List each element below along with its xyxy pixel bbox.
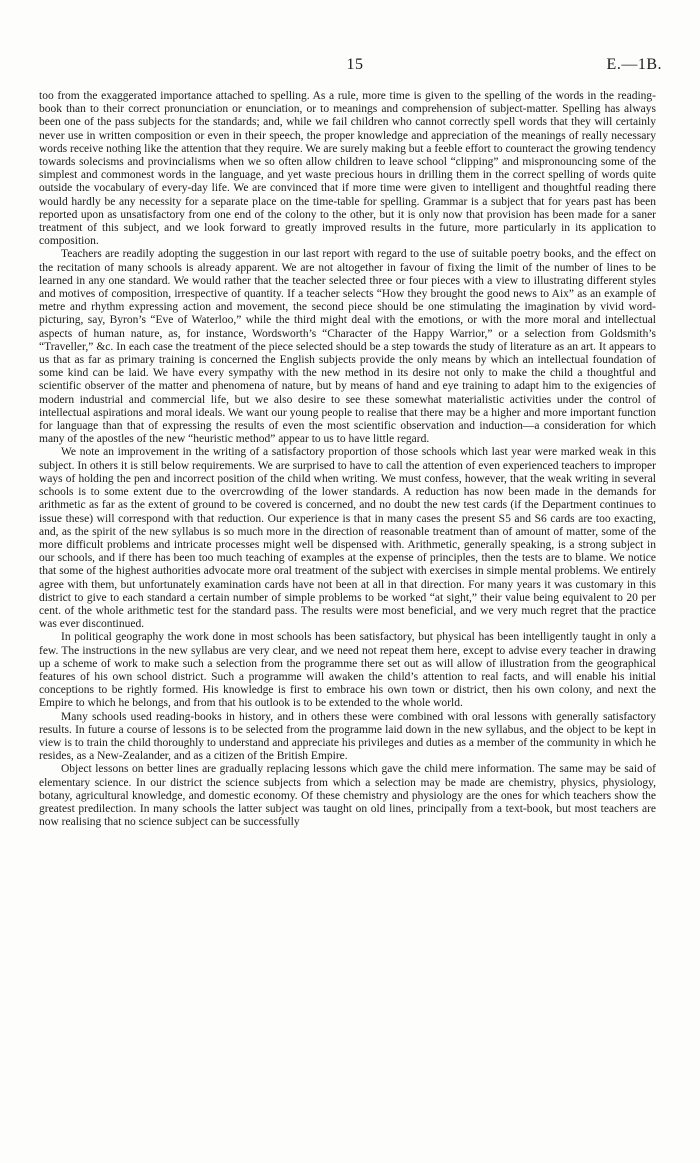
paragraph-object-lessons-science: Object lessons on better lines are gradually replacing lessons which gave the child mere information. The same may be said of elementary science. In our district the science subjects from which a selection may be made are chemistry, physics, physiology, botany, agricultural knowledge, and domestic economy. Of these chemistry and physiology are the ones for which teachers show the greatest predilection. In many schools the latter subject was taught on old lines, principally from a text-book, but most teachers are now realising that no science subject can be successfully (39, 763, 656, 829)
paragraph-geography: In political geography the work done in most schools has been satisfactory, but physical has been intelligently taught in only a few. The instructions in the new syllabus are very clear, and we need not repeat them here, except to advise every teacher in drawing up a scheme of work to make such a selection from the programme there set out as will allow of illustration from the geographical features of his own school district. Such a programme will awaken the child’s attention to real facts, and will enable his initial conceptions to be rightly formed. His knowledge is first to embrace his own town or district, then his own colony, and next the Empire to which he belongs, and from that his outlook is to be extended to the whole world. (39, 631, 656, 710)
page-header (0, 56, 700, 78)
paragraph-history: Many schools used reading-books in history, and in others these were combined with oral lessons with generally satisfactory results. In future a course of lessons is to be selected from the programme laid down in the new syllabus, and the object to be kept in view is to train the child thoroughly to understand and appreciate his privileges and duties as a member of the community in which he resides, as a New-Zealander, and as a citizen of the British Empire. (39, 710, 656, 763)
paragraph-writing-arithmetic: We note an improvement in the writing of a satisfactory proportion of those schools which last year were marked weak in this subject. In others it is still below requirements. We are surprised to have to call the attention of even experienced teachers to improper ways of holding the pen and incorrect position of the child when writing. We must confess, however, that the weak writing in several schools is to some extent due to the overcrowding of the lower standards. A reduction has now been made in the demands for arithmetic as far as the extent of ground to be covered is concerned, and no doubt the new test cards (if the Department continues to issue these) will correspond with that reduction. Our experience is that in many cases the present S5 and S6 cards are too exacting, and, as the spirit of the new syllabus is so much more in the direction of reasonable treatment than of amount of matter, some of the more difficult problems and intricate processes might well be dispensed with. Arithmetic, generally speaking, is a strong subject in our schools, and if there has been too much teaching of examples at the expense of principles, then the tests are to blame. We notice that some of the highest authorities advocate more oral treatment of the subject with exercises in simple mental problems. We entirely agree with them, but unfortunately examination cards have not been at all in that direction. For many years it was customary in this district to give to each standard a certain number of simple problems to be worked “at sight,” their value being equivalent to 20 per cent. of the whole arithmetic test for the standard pass. The results were most beneficial, and we very much regret that the practice was ever discontinued. (39, 446, 656, 631)
report-body (39, 90, 656, 829)
paragraph-spelling-grammar: too from the exaggerated importance attached to spelling. As a rule, more time is given to the spelling of the words in the reading-book than to their correct pronunciation or enunciation, or to meanings and comprehension of subject-matter. Spelling has always been one of the pass subjects for the standards; and, while we fail children who cannot correctly spell words that they will certainly never use in written composition or even in their speech, the proper knowledge and appreciation of the meanings of really necessary words receive nothing like the attention that they require. We are surely making but a feeble effort to counteract the growing tendency towards solecisms and provincialisms when we so often allow children to leave school “clipping” and mispronouncing some of the simplest and commonest words in the language, and yet waste precious hours in drilling them in the correct spelling of words quite outside the vocabulary of every-day life. We are convinced that if more time were given to intelligent and thoughtful reading there would hardly be any necessity for a separate place on the time-table for spelling. Grammar is a subject that for years past has been reported upon as unsatisfactory from one end of the colony to the other, but it is only now that provision has been made for a saner treatment of this subject, and we look forward to greatly improved results in the future, more particularly in its application to composition. (39, 90, 656, 248)
paragraph-poetry-recitation: Teachers are readily adopting the suggestion in our last report with regard to the use of suitable poetry books, and the effect on the recitation of many schools is already apparent. We are not altogether in favour of fixing the limit of the number of lines to be learned in any one standard. We would rather that the teacher selected three or four pieces with a view to illustrating different styles and motives of composition, irrespective of quantity. If a teacher selects “How they brought the good news to Aix” as an example of metre and rhythm expressing action and movement, the second piece should be one stimulating the imagination by vivid word-picturing, say, Byron’s “Eve of Waterloo,” while the third might deal with the emotions, or with the more moral and intellectual aspects of human nature, as, for instance, Wordsworth’s “Character of the Happy Warrior,” or a selection from Goldsmith’s “Traveller,” &c. In each case the treatment of the piece selected should be a step towards the study of literature as an art. It appears to us that as far as primary training is concerned the English subjects provide the only means by which an intellectual foundation of some kind can be laid. We have every sympathy with the new method in its desire not only to make the child a thoughtful and scientific observer of the matter and phenomena of nature, but by means of hand and eye training to adapt him to the exigencies of modern industrial and commercial life, but we also desire to see these somewhat materialistic activities under the control of intellectual aspirations and moral ideals. We want our young people to realise that there may be a higher and more important function for language than that of expressing the results of even the most scientific observation and induction—a consideration for which many of the apostles of the new “heuristic method” appear to us to have little regard. (39, 248, 656, 446)
page-number: 15 (346, 56, 364, 73)
paper-reference: E.—1B. (606, 56, 662, 73)
